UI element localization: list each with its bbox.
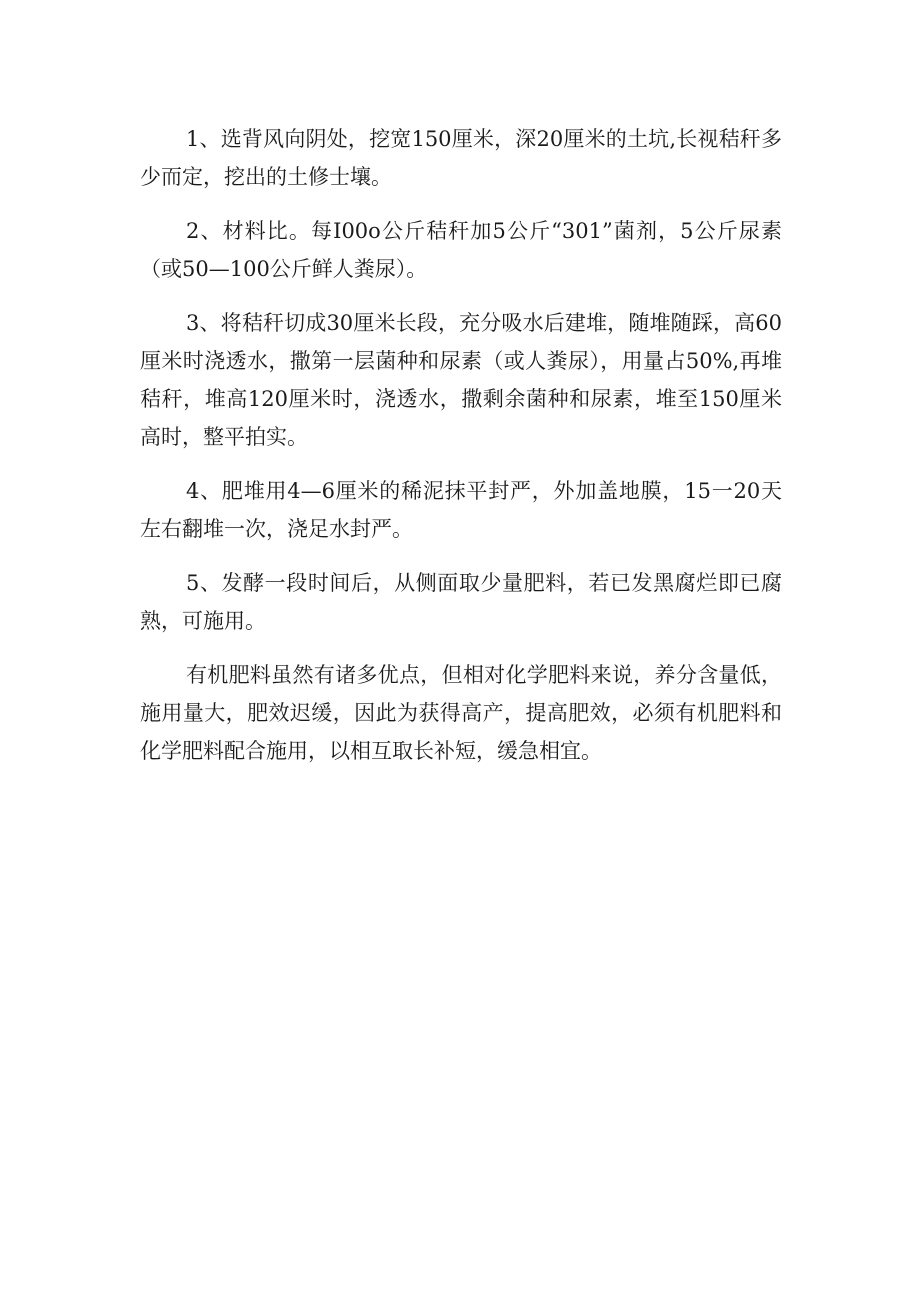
paragraph-step-5: 5、发酵一段时间后，从侧面取少量肥料，若已发黑腐烂即已腐熟，可施用。 [140, 571, 782, 633]
paragraph-step-2: 2、材料比。每I00o公斤秸秆加5公斤“301”菌剂，5公斤尿素（或50—100公斤鲜人粪尿）。 [140, 219, 782, 281]
paragraph-step-1: 1、选背风向阴处，挖宽150厘米，深20厘米的土坑,长视秸秆多少而定，挖出的土修士壤。 [140, 127, 782, 189]
paragraph-step-4: 4、肥堆用4—6厘米的稀泥抹平封严，外加盖地膜，15一20天左右翻堆一次，浇足水封严。 [140, 479, 782, 541]
paragraph-step-3: 3、将秸秆切成30厘米长段，充分吸水后建堆，随堆随踩，高60厘米时浇透水，撒第一层菌种和尿素（或人粪尿），用量占50%,再堆秸秆，堆高120厘米时，浇透水，撒剩余菌种和尿素，堆至150厘米高时，整平拍实。 [140, 311, 782, 449]
paragraph-conclusion: 有机肥料虽然有诸多优点，但相对化学肥料来说，养分含量低，施用量大，肥效迟缓，因此为获得高产，提高肥效，必须有机肥料和化学肥料配合施用，以相互取长补短，缓急相宜。 [140, 663, 782, 763]
document-body [140, 120, 782, 786]
